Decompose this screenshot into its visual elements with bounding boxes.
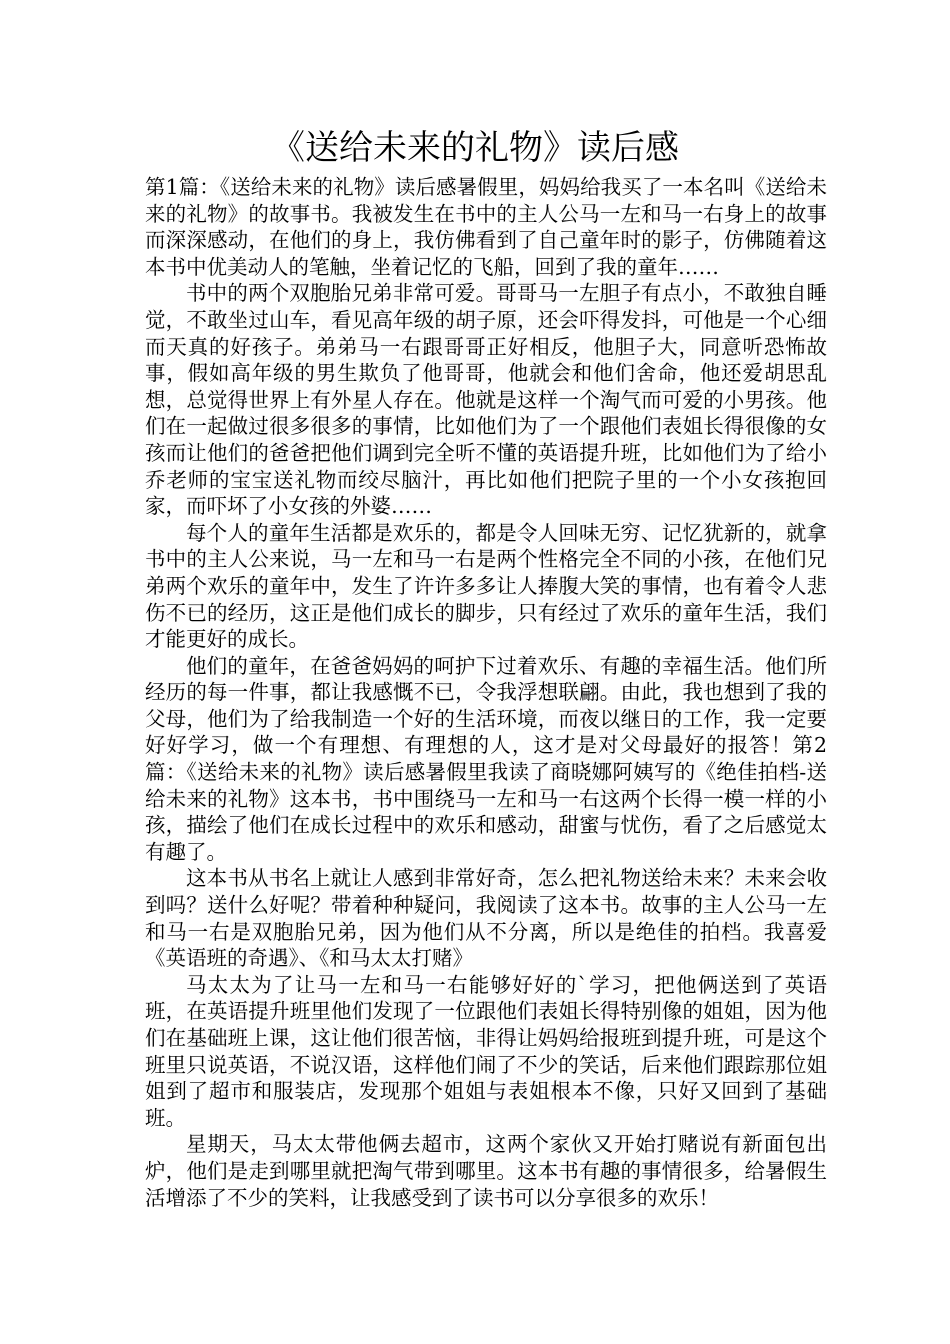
paragraph-3: 每个人的童年生活都是欢乐的，都是令人回味无穷、记忆犹新的，就拿书中的主人公来说，马一左和马一右是两个性格完全不同的小孩，在他们兄弟两个欢乐的童年中，发生了许许多多让人捧腹大笑的事情，也有着令人悲伤不已的经历，这正是他们成长的脚步，只有经过了欢乐的童年生活，我们才能更好的成长。 [145, 520, 827, 652]
document-title: 《送给未来的礼物》读后感 [271, 128, 679, 168]
paragraph-7: 星期天，马太太带他俩去超市，这两个家伙又开始打赌说有新面包出炉，他们是走到哪里就把淘气带到哪里。这本书有趣的事情很多，给暑假生活增添了不少的笑料，让我感受到了读书可以分享很多的欢乐！ [145, 1132, 827, 1210]
paragraph-2: 书中的两个双胞胎兄弟非常可爱。哥哥马一左胆子有点小，不敢独自睡觉，不敢坐过山车，看见高年级的胡子原，还会吓得发抖，可他是一个心细而天真的好孩子。弟弟马一右跟哥哥正好相反，他胆子大，同意听恐怖故事，假如高年级的男生欺负了他哥哥，他就会和他们舍命，他还爱胡思乱想，总觉得世界上有外星人存在。他就是这样一个淘气而可爱的小男孩。他们在一起做过很多很多的事情，比如他们为了一个跟他们表姐长得很像的女孩而让他们的爸爸把他们调到完全听不懂的英语提升班，比如他们为了给小乔老师的宝宝送礼物而绞尽脑汁，再比如他们把院子里的一个小女孩抱回家，而吓坏了小女孩的外婆…… [145, 281, 827, 519]
paragraph-4: 他们的童年，在爸爸妈妈的呵护下过着欢乐、有趣的幸福生活。他们所经历的每一件事，都让我感慨不已，令我浮想联翩。由此，我也想到了我的父母，他们为了给我制造一个好的生活环境，而夜以继日的工作，我一定要好好学习，做一个有理想、有理想的人，这才是对父母最好的报答！第2篇：《送给未来的礼物》读后感暑假里我读了商晓娜阿姨写的《绝佳拍档-送给未来的礼物》这本书，书中围绕马一左和马一右这两个长得一模一样的小孩，描绘了他们在成长过程中的欢乐和感动，甜蜜与忧伤，看了之后感觉太有趣了。 [145, 653, 827, 864]
paragraph-1: 第1篇：《送给未来的礼物》读后感暑假里，妈妈给我买了一本名叫《送给未来的礼物》的故事书。我被发生在书中的主人公马一左和马一右身上的故事而深深感动，在他们的身上，我仿佛看到了自己童年时的影子，仿佛随着这本书中优美动人的笔触，坐着记忆的飞船，回到了我的童年…… [145, 175, 827, 279]
paragraph-6: 马太太为了让马一左和马一右能够好好的`学习，把他俩送到了英语班，在英语提升班里他们发现了一位跟他们表姐长得特别像的姐姐，因为他们在基础班上课，这让他们很苦恼，非得让妈妈给报班到提升班，可是这个班里只说英语，不说汉语，这样他们闹了不少的笑话，后来他们跟踪那位姐姐到了超市和服装店，发现那个姐姐与表姐根本不像，只好又回到了基础班。 [145, 972, 827, 1130]
document-body [145, 174, 827, 1211]
paragraph-5: 这本书从书名上就让人感到非常好奇，怎么把礼物送给未来？未来会收到吗？送什么好呢？带着种种疑问，我阅读了这本书。故事的主人公马一左和马一右是双胞胎兄弟，因为他们从不分离，所以是绝佳的拍档。我喜爱《英语班的奇遇》、《和马太太打赌》 [145, 866, 827, 971]
